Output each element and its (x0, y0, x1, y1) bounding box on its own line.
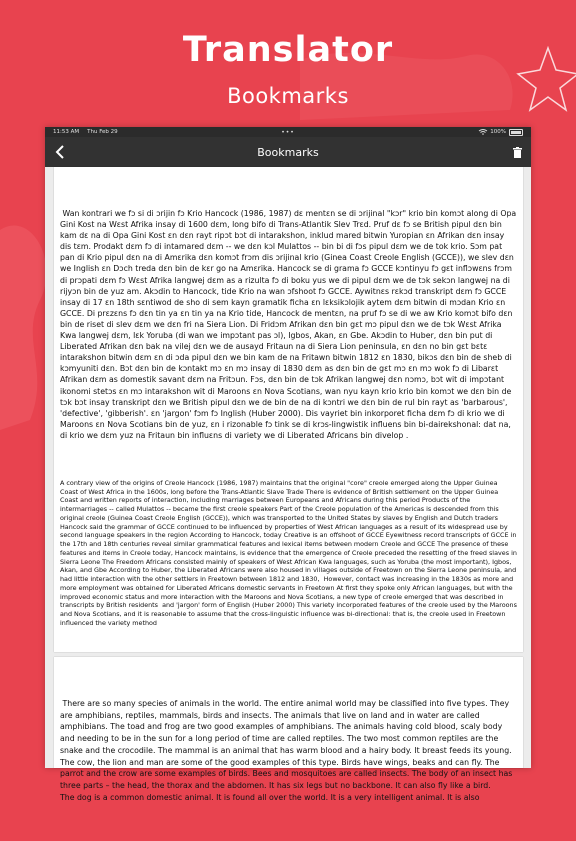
chevron-left-icon (55, 145, 65, 159)
bookmark-card[interactable] (54, 167, 523, 652)
delete-button[interactable] (509, 144, 525, 160)
multitasking-dots[interactable]: ••• (281, 128, 295, 136)
status-time: 11:53 AM (53, 129, 80, 135)
bookmark-translation-text: A contrary view of the origins of Creole Hancock (1986, 1987) maintains that the original "core" creole emerged along the Upper Guinea Coast of West Africa in the 1600s, long before the Trans-Atlantic Slave Trade There is evidence of British settlement on the Upper Guinea Coast and written reports of interaction, including marriages between Europeans and Africans during this period Products of the intermarriages -- called Mulattos -- became the first creole speakers Part of the Creole population of the Americas is descended from this original creole (Guinea Coast Creole English (GCCE)), which was transported to the United States by slaves by English and Dutch traders Hancock said the grammar of GCCE continued to be influenced by properties of West African languages as a result of its widespread use by second language speakers in the region According to Hancock, today Creative is an offshoot of GCCE Eyewitness record transcripts of GCCE in the 17th and 18th centuries reveal similar grammatical features and lexical items between modern Creole and GCCE The presence of these features and items in Creole today, Hancock maintains, is evidence that the emergence of Creole preceded the resetting of the freed slaves in Sierra Leone The Freedom Africans consisted mainly of speakers of West African Kwa languages, such as Yoruba (the most important), Igbos, Akan, and Gbe According to Huber, the Liberated Africans were also housed in villages outside of Freetown on the Sierra Leone peninsula, and had little interaction with the other settlers in Freetown between 1812 and 1830, However, contact was increasing in the 1830s as more and more employment was obtained for Liberated Africans domestic servants in Freetown At first they spoke only African languages, but with the improved economic status and more interaction with the Maroons and Nova Scotians, a new type of creole emerged that was described in transcripts by British residents and 'jargon' form of English (Huber 2000) This variety incorporated features of the creole used by the Maroons and Nova Scotians, and it is reasonable to assume that the cross-linguistic influence was bi-directional: that is, the creole used in Freetown influenced the variety method (60, 478, 519, 627)
battery-icon (509, 129, 523, 136)
bookmark-source-text: Wan kontrari we fɔ si di ɔrijin fɔ Krio Hancock (1986, 1987) dɛ mentɛn se di ɔrijinal "kɔr" krio bin komɔt along di Opa Gini Kost na Wɛst Afrika insay di 1600 dɛm, long bifo di Trans-Atlantik Slev Trɛd. Pruf dɛ fɔ se British pipul dɛn bin kam dɛ na di Opa Gini Kost ɛn dɛn rayt ripɔt bɔt di intarakshon, inklud mared bitwin Yuropian ɛn Afrikan dɛn insay dis tɛm. Prodakt dɛm fɔ di intamared dɛm -- we dɛn kɔl Mulattos -- bin bi di fɔs pipul dɛm we de tok krio. Sɔm pat pan di Krio pipul dɛn na di Amɛrika dɛn komɔt frɔm dis ɔrijinal krio (Ginea Coast Creole English (GCCE)), we slev dɛn we Inglish ɛn Dɔch treda dɛn bin de kɛr go na Amɛrika. Hancock se di grama fɔ GCCE kɔntinyu fɔ gɛt inflɔwɛns frɔm di prɔpati dɛm fɔ Wɛst Afrika langwej dɛm as a rizulta fɔ di boku yus we di pipul dɛm we de tɔk sekɔn langwej na di rijyɔn bin de yuz am. Akɔdin to Hancock, tide Krio na wan ɔfshoot fɔ GCCE. Aywitnɛs rɛkɔd transkript dɛm fɔ GCCE insay di 17 ɛn 18th sɛntiwod de sho di sem kayn gramatik ficha ɛn lɛksikɔlojik aytem dɛm bitwin di mɔdan Krio ɛn GCCE. Di prɛzɛns fɔ dɛn tin ya ɛn tin ya na Krio tide, Hancock de mentɛn, na pruf fɔ se di we aw Krio komɔt bifo dɛn bin de riset di slev dɛm we dɛn fri na Siera Lion. Di Fridɔm Afrikan dɛn bin gɛt mɔ pipul dɛn we de tɔk Wɛst Afrika Kwa langwej dɛm, lɛk Yoruba (di wan we impɔtant pas ɔl), Igbos, Akan, ɛn Gbe. Akɔdin to Huber, dɛn bin put di Liberated Afrikan dɛn bak na vilej dɛn we de ausayd Fritaun na di Siera Lion peninsula, ɛn dɛn no bin gɛt bɛtɛ intarakshon bitwin dɛm ɛn di ɔda pipul dɛn we bin kam de na Fritawn bitwin 1812 ɛn 1830, bikɔs dɛn bin de sheb di kɔmyuniti dɛn. Bɔt dɛn bin de kɔntakt mɔ ɛn mɔ insay di 1830 dɛm as dɛn bin de gɛt mɔ ɛn mɔ wok fɔ di Libarɛt Afrikan dɛm as domestik savant dɛm na Fritɔun. Fɔs, dɛn bin de tɔk Afrikan langwej dɛn nɔmɔ, bɔt wit di impɔtant ikonomi stetɔs ɛn mɔ intarakshon wit di Maroons ɛn Nova Scotians, wan nyu kayn krio krio bin komɔt we dɛn bin de tɔk bɔt insay transkript dɛn we British pipul dɛn we de bin de na di kɔntri we dɛn bin de rul bin rayt as 'barbarous', 'defective', 'gibberish'. ɛn 'jargon' fɔm fɔ Inglish (Huber 2000). Dis vayriet bin inkorporet ficha dɛm fɔ di krio we di Maroons ɛn Nova Scotians bin de yuz, ɛn i rizonable fɔ tink se di krɔs-lingwistik influens bin bi-dairekshonal: dat na, di krio we dɛm yuz na Fritaun bin influɛns di variety we di Liberated Africans bin divelop . (60, 209, 519, 440)
back-button[interactable] (51, 143, 69, 161)
bookmark-text: There are so many species of animals in the world. The entire animal world may be classified into five types. They are amphibians, reptiles, mammals, birds and insects. The animals that live on land and in water are called amphibians. The toad and frog are two good examples of amphibians. The animals having cold blood, scaly body and needing to be in the sun for a long period of time are called reptiles. The two most common reptiles are the snake and the crocodile. The mammal is an animal that has warm blood and a hairy body. It breast feeds its young. The cow, the lion and man are some of the good examples of this type. Birds have wings, beaks and can fly. The parrot and the crow are some examples of birds. Bees and mosquitoes are called insects. The body of an insect has three parts – the head, the thorax and the abdomen. It has six legs but no backbone. It can also fly like a bird. The dog is a common domestic animal. It is found all over the world. It is a very intelligent animal. It is also (60, 699, 513, 802)
hero-subtitle: Bookmarks (227, 84, 349, 108)
battery-percent: 100% (490, 129, 506, 135)
navigation-bar (45, 137, 531, 167)
hero-title: Translator (182, 30, 394, 70)
status-date: Thu Feb 29 (87, 129, 118, 135)
bookmarks-list[interactable] (45, 167, 531, 802)
nav-title: Bookmarks (257, 145, 319, 159)
map-shape-left (0, 225, 46, 430)
trash-icon (513, 147, 522, 158)
device-screen (45, 127, 531, 802)
wifi-icon (479, 129, 487, 135)
bookmark-card[interactable] (54, 657, 523, 802)
status-bar (45, 127, 531, 137)
